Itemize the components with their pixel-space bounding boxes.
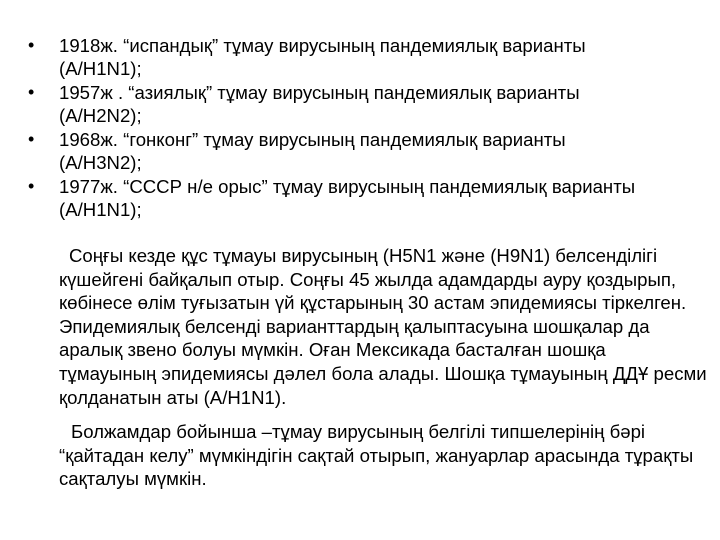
bullet-list: [28, 34, 708, 222]
bullet-line: 1957ж . “азиялық” тұмау вирусының пандемиялық варианты: [59, 82, 580, 103]
list-item: [28, 81, 708, 127]
body-paragraph: Соңғы кезде құс тұмауы вирусының (H5N1 және (H9N1) белсенділігі күшейгені байқалып отыр. Соңғы 45 жылда адамдарды ауру қоздырып, көбінесе өлім туғызатын үй құстарының 30 астам эпидемиясы тіркелген. Эпидемиялық белсенді варианттардың қалыптасуына шошқалар да аралық звено болуы мүмкін. Оған Мексикада басталған шошқа тұмауының эпидемиясы дәлел бола алады. Шошқа тұмауының ДДҰ ресми қолданатын аты (A/H1N1).: [59, 245, 707, 408]
bullet-icon: •: [28, 176, 35, 196]
bullet-icon: •: [28, 129, 35, 149]
bullet-line: 1977ж. “СССР н/е орыс” тұмау вирусының пандемиялық варианты: [59, 176, 636, 197]
list-item: [28, 34, 708, 80]
bullet-line: (A/H1N1);: [59, 199, 142, 220]
list-item: [28, 128, 708, 174]
bullet-line: (A/H1N1);: [59, 58, 142, 79]
list-item: [28, 175, 708, 221]
bullet-icon: •: [28, 82, 35, 102]
bullet-line: (A/H2N2);: [59, 105, 142, 126]
bullet-line: 1918ж. “испандық” тұмау вирусының пандемиялық варианты: [59, 35, 586, 56]
bullet-line: 1968ж. “гонконг” тұмау вирусының пандемиялық варианты: [59, 129, 566, 150]
body-paragraph: Болжамдар бойынша –тұмау вирусының белгілі типшелерінің бәрі “қайтадан келу” мүмкіндігін сақтай отырып, жануарлар арасында тұрақты сақталуы мүмкін.: [59, 421, 694, 490]
bullet-line: (A/H3N2);: [59, 152, 142, 173]
bullet-icon: •: [28, 35, 35, 55]
